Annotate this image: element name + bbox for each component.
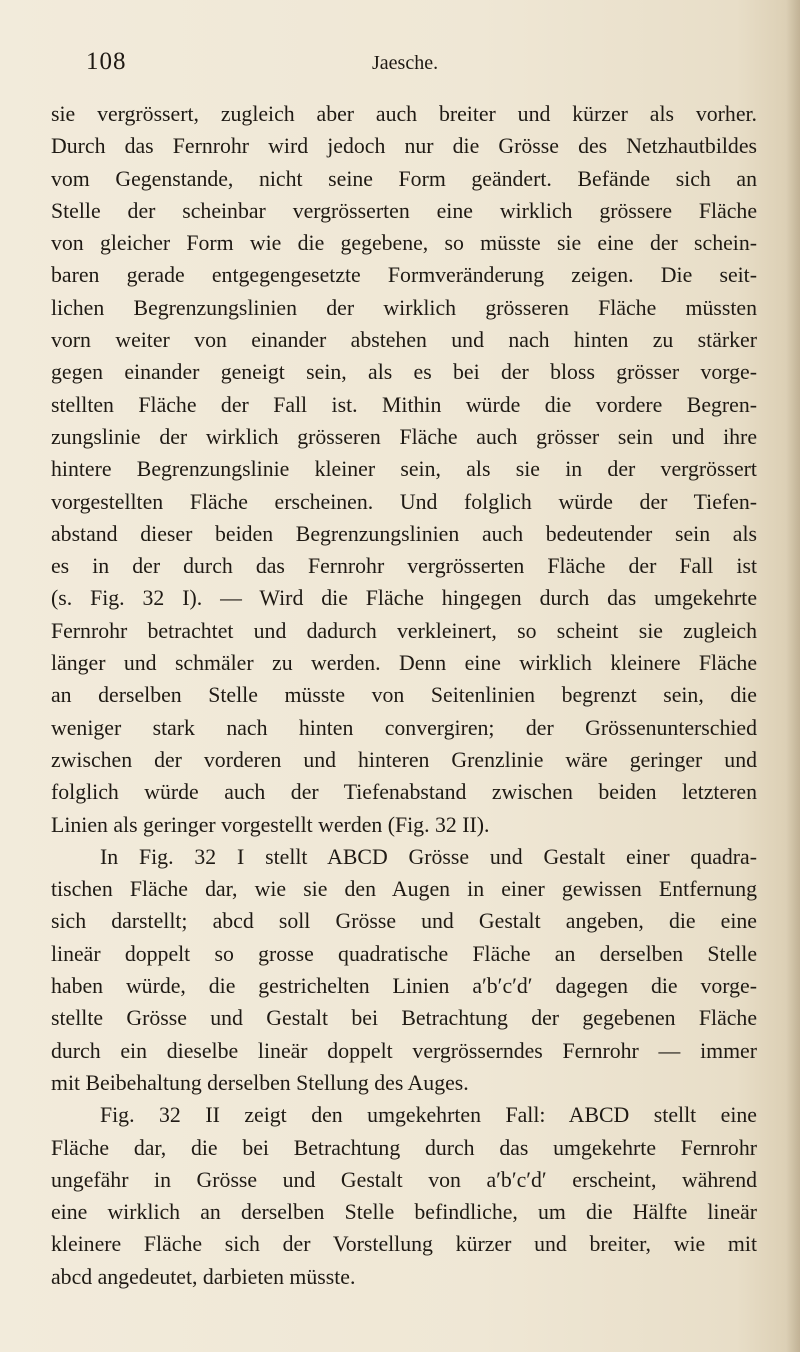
text-line: durch ein dieselbe lineär doppelt vergrösserndes Fernrohr — immer xyxy=(51,1038,757,1063)
text-line: eine wirklich an derselben Stelle befindliche, um die Hälfte lineär xyxy=(51,1200,757,1225)
text-line: vorgestellten Fläche erscheinen. Und folglich würde der Tiefen- xyxy=(51,489,757,514)
text-line: sie vergrössert, zugleich aber auch breiter und kürzer als vorher. xyxy=(51,102,757,126)
text-line: zungslinie der wirklich grösseren Fläche auch grösser sein und ihre xyxy=(51,424,757,449)
text-line: haben würde, die gestrichelten Linien a′b′c′d′ dagegen die vorge- xyxy=(51,974,757,999)
text-line: (s. Fig. 32 I). — Wird die Fläche hingegen durch das umgekehrte xyxy=(51,586,757,611)
running-head: Jaesche. xyxy=(372,52,439,74)
text-line: an derselben Stelle müsste von Seitenlinien begrenzt sein, die xyxy=(51,683,757,708)
text-line: vorn weiter von einander abstehen und nach hinten zu stärker xyxy=(51,328,757,353)
text-line: länger und schmäler zu werden. Denn eine wirklich kleinere Fläche xyxy=(51,651,757,676)
page-edge-shadow xyxy=(786,0,800,1352)
text-line: ungefähr in Grösse und Gestalt von a′b′c′d′ erscheint, während xyxy=(51,1167,757,1192)
text-line: kleinere Fläche sich der Vorstellung kürzer und breiter, wie mit xyxy=(51,1232,757,1257)
text-line: Stelle der scheinbar vergrösserten eine wirklich grössere Fläche xyxy=(51,198,757,223)
text-line: vom Gegenstande, nicht seine Form geändert. Befände sich an xyxy=(51,166,757,191)
page-number: 108 xyxy=(86,48,127,75)
paragraph-end-line: mit Beibehaltung derselben Stellung des Auges. xyxy=(51,1070,469,1095)
text-line: folglich würde auch der Tiefenabstand zwischen beiden letzteren xyxy=(51,780,757,805)
text-line: abstand dieser beiden Begrenzungslinien auch bedeutender sein als xyxy=(51,521,757,546)
text-line: sich darstellt; abcd soll Grösse und Gestalt angeben, die eine xyxy=(51,909,757,934)
paragraph-start-line: Fig. 32 II zeigt den umgekehrten Fall: ABCD stellt eine xyxy=(100,1103,757,1128)
text-line: zwischen der vorderen und hinteren Grenzlinie wäre geringer und xyxy=(51,747,757,772)
text-line: Durch das Fernrohr wird jedoch nur die Grösse des Netzhautbildes xyxy=(51,134,757,159)
text-line: es in der durch das Fernrohr vergrösserten Fläche der Fall ist xyxy=(51,554,757,579)
text-line: hintere Begrenzungslinie kleiner sein, als sie in der vergrössert xyxy=(51,457,757,482)
page-header xyxy=(86,48,766,88)
text-line: stellten Fläche der Fall ist. Mithin würde die vordere Begren- xyxy=(51,392,757,417)
text-line: stellte Grösse und Gestalt bei Betrachtung der gegebenen Fläche xyxy=(51,1006,757,1031)
text-line: lineär doppelt so grosse quadratische Fläche an derselben Stelle xyxy=(51,941,757,966)
text-line: baren gerade entgegengesetzte Formveränderung zeigen. Die seit- xyxy=(51,263,757,288)
text-line: gegen einander geneigt sein, als es bei der bloss grösser vorge- xyxy=(51,360,757,385)
paragraph-end-line: Linien als geringer vorgestellt werden (Fig. 32 II). xyxy=(51,812,490,837)
text-line: von gleicher Form wie die gegebene, so müsste sie eine der schein- xyxy=(51,231,757,256)
paragraph-start-line: In Fig. 32 I stellt ABCD Grösse und Gestalt einer quadra- xyxy=(100,844,757,869)
text-line: Fläche dar, die bei Betrachtung durch das umgekehrte Fernrohr xyxy=(51,1135,757,1160)
text-line: Fernrohr betrachtet und dadurch verkleinert, so scheint sie zugleich xyxy=(51,618,757,643)
text-line: tischen Fläche dar, wie sie den Augen in einer gewissen Entfernung xyxy=(51,877,757,902)
text-line: weniger stark nach hinten convergiren; der Grössenunterschied xyxy=(51,715,757,740)
text-line: lichen Begrenzungslinien der wirklich grösseren Fläche müssten xyxy=(51,295,757,320)
body-text xyxy=(51,98,757,1293)
paragraph-end-line: abcd angedeutet, darbieten müsste. xyxy=(51,1264,356,1289)
